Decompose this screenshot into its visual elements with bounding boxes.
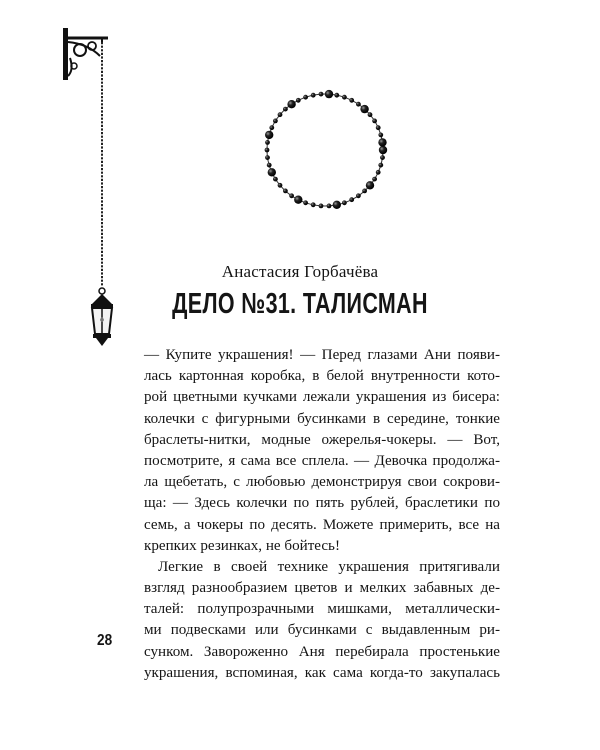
bead: [376, 170, 381, 175]
text-line: крепких резинках, не бойтесь!: [144, 537, 340, 554]
bead: [325, 90, 333, 98]
text-line: семь, а чокеры по десять. Можете примерить, все на: [144, 516, 500, 533]
bead: [303, 200, 308, 205]
bead: [342, 95, 347, 100]
bead: [378, 138, 386, 146]
bead: [294, 196, 302, 204]
page-number: 28: [97, 632, 113, 649]
bead: [296, 98, 301, 103]
text-line: — Купите украшения! — Перед глазами Ани появи-: [144, 347, 500, 363]
bead: [368, 112, 373, 117]
body-text: [144, 345, 500, 684]
text-line: браслеты-нитки, модные ожерелья-чокеры. — Вот,: [144, 431, 500, 448]
text-line: рой цветными кучками лежали украшения из бисера:: [144, 389, 500, 406]
bead-bracelet-illustration: [255, 78, 395, 218]
text-line: лась картонная коробка, в белой внутренности кото-: [144, 368, 500, 385]
bead: [362, 189, 367, 194]
bead: [265, 131, 273, 139]
bead: [334, 93, 339, 98]
bead: [289, 193, 294, 198]
bead: [265, 148, 270, 153]
bead: [366, 181, 374, 189]
text-line: талей: полупрозрачными мишками, металлически-: [144, 601, 500, 618]
bead: [333, 201, 341, 209]
bead: [376, 125, 381, 130]
bead: [379, 146, 387, 154]
bead: [356, 193, 361, 198]
bead: [269, 125, 274, 130]
bead: [311, 93, 316, 98]
text-line: взгляд разнообразием цветов и мелких забавных де-: [144, 580, 500, 597]
text-line: ми подвесками или бусинками с выдавленным ри-: [144, 622, 500, 639]
bead: [287, 100, 295, 108]
bead: [267, 163, 272, 168]
bead: [327, 204, 332, 209]
text-line: ла щебетать, с любовью демонстрируя свои сокрови-: [144, 474, 500, 491]
bead: [278, 183, 283, 188]
bead: [349, 98, 354, 103]
bead: [278, 112, 283, 117]
bead: [303, 95, 308, 100]
bead: [378, 133, 383, 138]
bead: [283, 189, 288, 194]
bead: [342, 200, 347, 205]
bead: [311, 202, 316, 207]
bead: [372, 177, 377, 182]
bead: [268, 168, 276, 176]
bead: [283, 107, 288, 112]
text-line: сунком. Завороженно Аня перебирала простенькие: [144, 643, 500, 660]
bead: [360, 105, 368, 113]
text-line: Легкие в своей технике украшения притягивали: [158, 558, 500, 575]
author-name: Анастасия Горбачёва: [221, 262, 379, 281]
bead: [349, 197, 354, 202]
text-line: украшения, вспоминая, как сама когда-то закупалась: [144, 664, 500, 681]
bead: [372, 119, 377, 124]
bead: [273, 177, 278, 182]
bead: [378, 163, 383, 168]
bead: [380, 155, 385, 160]
story-title: ДЕЛО №31. ТАЛИСМАН: [172, 288, 428, 320]
bead: [319, 92, 324, 97]
bead: [319, 204, 324, 209]
bead: [265, 140, 270, 145]
text-line: посмотрите, я сама все сплела. — Девочка продолжа-: [144, 452, 500, 469]
bead: [273, 119, 278, 124]
bead: [265, 155, 270, 160]
text-line: колечки с фигурными бусинками в середине, тонкие: [144, 410, 500, 427]
text-line: ща: — Здесь колечки по пять рублей, браслетики по: [144, 495, 500, 512]
bead: [356, 102, 361, 107]
